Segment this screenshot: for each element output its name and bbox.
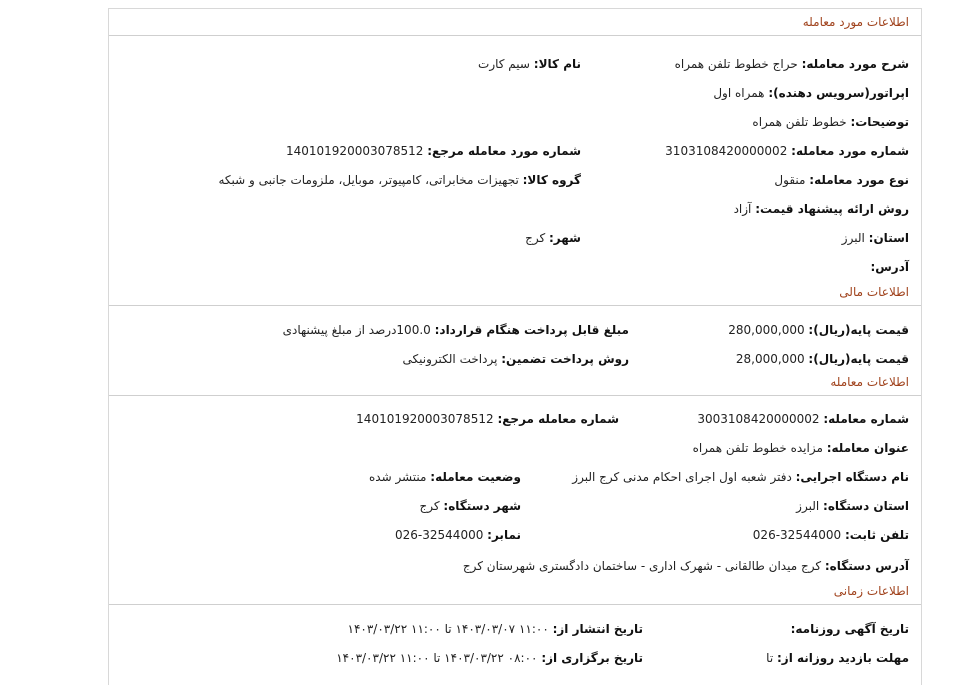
address xyxy=(870,259,909,275)
city xyxy=(525,230,581,246)
notes-value: خطوط تلفن همراه xyxy=(752,115,847,129)
newspaper-date-label: تاریخ آگهی روزنامه: xyxy=(790,622,909,636)
base-price-2 xyxy=(736,351,909,367)
address-label: آدرس: xyxy=(870,260,909,274)
base-price-value: 280,000,000 xyxy=(728,323,805,337)
item-description-label: شرح مورد معامله: xyxy=(801,57,909,71)
city-value: کرج xyxy=(525,231,546,245)
payable-amount xyxy=(283,322,629,338)
deal-number xyxy=(697,411,909,427)
org-province-value: البرز xyxy=(796,499,820,513)
org-fax-label: نمابر: xyxy=(487,528,521,542)
offer-method-value: آزاد xyxy=(733,202,752,216)
item-ref-number-value: 140101920003078512 xyxy=(285,144,424,158)
org-fax xyxy=(395,527,521,543)
notes xyxy=(752,114,909,130)
newspaper-date xyxy=(791,621,909,637)
deal-title xyxy=(693,440,909,456)
product-name-label: نام کالا: xyxy=(533,57,581,71)
city-label: شهر: xyxy=(549,231,581,245)
deal-number-label: شماره معامله: xyxy=(823,412,909,426)
item-ref-number-label: شماره مورد معامله مرجع: xyxy=(427,144,581,158)
org-city-value: کرج xyxy=(419,499,440,513)
item-description xyxy=(675,56,909,72)
operator-label: اپراتور(سرویس دهنده): xyxy=(768,86,909,100)
deal-ref-number-label: شماره معامله مرجع: xyxy=(497,412,619,426)
payable-amount-label: مبلغ قابل پرداخت هنگام قرارداد: xyxy=(434,323,629,337)
deal-status xyxy=(369,469,521,485)
product-name xyxy=(478,56,581,72)
province-value: البرز xyxy=(841,231,865,245)
offer-method-label: روش ارائه پیشنهاد قیمت: xyxy=(755,202,909,216)
province-label: استان: xyxy=(868,231,909,245)
org-phone xyxy=(753,527,909,543)
org-province xyxy=(796,498,909,514)
deal-title-value: مزایده خطوط تلفن همراه xyxy=(692,441,823,455)
base-price-2-label: قیمت پایه(ریال): xyxy=(808,352,909,366)
publish-date-label: تاریخ انتشار از: xyxy=(552,622,643,636)
item-type-label: نوع مورد معامله: xyxy=(809,173,909,187)
publish-date-value: ۱۱:۰۰ ۱۴۰۳/۰۳/۰۷ تا ۱۱:۰۰ ۱۴۰۳/۰۳/۲۲ xyxy=(347,622,549,636)
product-group-value: تجهیزات مخابراتی، کامپیوتر، موبایل، ملزومات جانبی و شبکه xyxy=(218,173,519,187)
executive-org-value: دفتر شعبه اول اجرای احکام مدنی کرج البرز xyxy=(572,470,792,484)
offer-method xyxy=(734,201,909,217)
visit-deadline-value: تا xyxy=(766,651,774,665)
org-address-value: کرج میدان طالقانی - شهرک اداری - ساختمان دادگستری شهرستان کرج xyxy=(462,559,822,573)
notes-label: توضیحات: xyxy=(850,115,909,129)
deal-status-label: وضعیت معامله: xyxy=(430,470,521,484)
hold-date xyxy=(336,650,643,666)
deal-status-value: منتشر شده xyxy=(368,470,427,484)
operator-value: همراه اول xyxy=(713,86,765,100)
product-group xyxy=(218,172,581,188)
section-header-transaction: اطلاعات مورد معامله xyxy=(109,9,921,36)
item-number-label: شماره مورد معامله: xyxy=(791,144,909,158)
guarantee-method-value: پرداخت الکترونیکی xyxy=(402,352,498,366)
deal-ref-number xyxy=(356,411,619,427)
org-address xyxy=(463,558,909,574)
section-header-financial: اطلاعات مالی xyxy=(109,279,921,306)
deal-ref-number-value: 140101920003078512 xyxy=(356,412,494,426)
deal-number-value: 3003108420000002 xyxy=(697,412,820,426)
visit-deadline-label: مهلت بازدید روزانه از: xyxy=(777,651,909,665)
org-address-label: آدرس دستگاه: xyxy=(824,559,909,573)
executive-org-label: نام دستگاه اجرایی: xyxy=(795,470,909,484)
product-group-label: گروه کالا: xyxy=(522,173,581,187)
base-price-label: قیمت پایه(ریال): xyxy=(808,323,909,337)
payable-amount-value: 100.0درصد از مبلغ پیشنهادی xyxy=(282,323,431,337)
item-type xyxy=(774,172,909,188)
publish-date xyxy=(348,621,643,637)
org-province-label: استان دستگاه: xyxy=(823,499,909,513)
item-type-value: منقول xyxy=(774,173,806,187)
product-name-value: سیم کارت xyxy=(478,57,530,71)
province xyxy=(842,230,909,246)
deal-title-label: عنوان معامله: xyxy=(826,441,909,455)
guarantee-method xyxy=(403,351,629,367)
section-header-time: اطلاعات زمانی xyxy=(109,578,921,605)
org-phone-value: 32544000-026 xyxy=(752,528,842,542)
operator xyxy=(713,85,909,101)
guarantee-method-label: روش پرداخت تضمین: xyxy=(501,352,629,366)
item-description-value: حراج خطوط تلفن همراه xyxy=(674,57,798,71)
executive-org xyxy=(572,469,909,485)
section-header-deal: اطلاعات معامله xyxy=(109,369,921,396)
item-number xyxy=(665,143,909,159)
hold-date-value: ۰۸:۰۰ ۱۴۰۳/۰۳/۲۲ تا ۱۱:۰۰ ۱۴۰۳/۰۳/۲۲ xyxy=(336,651,538,665)
org-city-label: شهر دستگاه: xyxy=(443,499,521,513)
item-ref-number xyxy=(286,143,581,159)
org-phone-label: تلفن ثابت: xyxy=(844,528,909,542)
visit-deadline xyxy=(766,650,909,666)
hold-date-label: تاریخ برگزاری از: xyxy=(541,651,643,665)
base-price xyxy=(728,322,909,338)
org-fax-value: 32544000-026 xyxy=(395,528,484,542)
item-number-value: 3103108420000002 xyxy=(665,144,788,158)
base-price-2-value: 28,000,000 xyxy=(735,352,805,366)
details-panel xyxy=(108,8,922,685)
org-city xyxy=(419,498,521,514)
